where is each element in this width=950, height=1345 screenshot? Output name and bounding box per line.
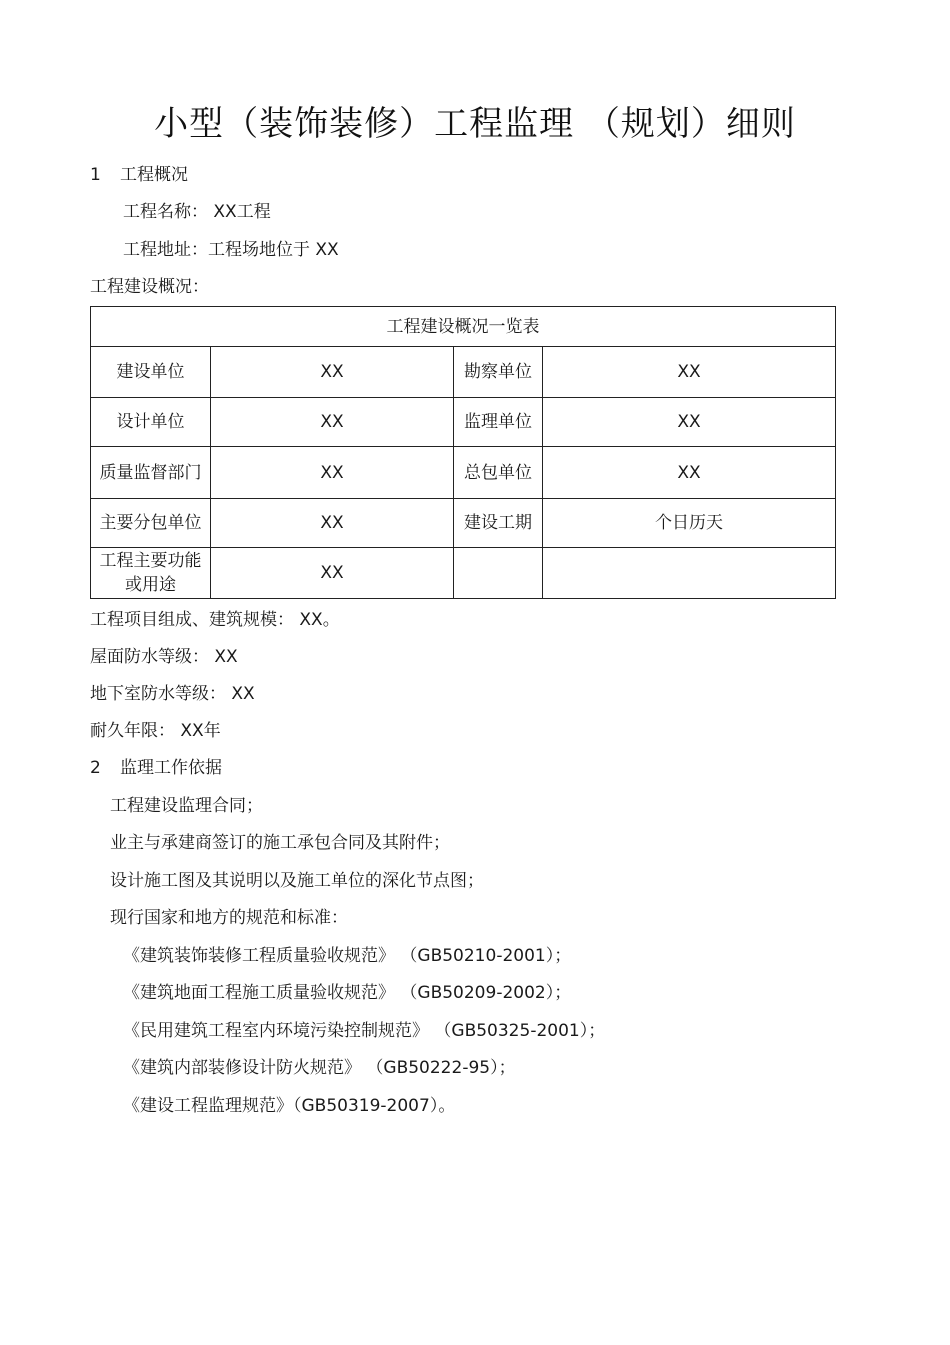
- cell-value: XX: [211, 499, 454, 548]
- basis-item: 现行国家和地方的规范和标准：: [110, 908, 348, 928]
- standard-item: 《建筑内部装修设计防火规范》 （GB50222-95）；: [123, 1058, 516, 1078]
- cell-value: XX: [211, 347, 454, 398]
- composition-line: 工程项目组成、建筑规模： XX。: [90, 610, 340, 630]
- cell-label: 设计单位: [91, 398, 211, 447]
- table-row: [91, 398, 836, 447]
- standard-item: 《建筑地面工程施工质量验收规范》 （GB50209-2002）；: [123, 983, 572, 1003]
- cell-value: [543, 548, 836, 599]
- basis-item: 设计施工图及其说明以及施工单位的深化节点图；: [110, 871, 484, 891]
- table-row: [91, 499, 836, 548]
- section-title: 监理工作依据: [120, 758, 222, 778]
- section-2-heading: [90, 757, 222, 779]
- table-caption: 工程建设概况一览表: [91, 307, 836, 347]
- overview-table: [90, 306, 836, 599]
- section-1-heading: [90, 164, 188, 186]
- project-name: 工程名称： XX工程: [123, 202, 271, 222]
- cell-value: XX: [211, 398, 454, 447]
- cell-label: 总包单位: [454, 447, 543, 499]
- cell-label: 建设单位: [91, 347, 211, 398]
- table-row: [91, 548, 836, 599]
- cell-label: [454, 548, 543, 599]
- standard-item: 《民用建筑工程室内环境污染控制规范》 （GB50325-2001）；: [123, 1021, 606, 1041]
- overview-label: 工程建设概况：: [90, 277, 209, 297]
- cell-value: XX: [543, 447, 836, 499]
- cell-value: XX: [211, 447, 454, 499]
- durability-line: 耐久年限： XX年: [90, 721, 221, 741]
- cell-label: 工程主要功能或用途: [91, 548, 211, 599]
- basis-item: 业主与承建商签订的施工承包合同及其附件；: [110, 833, 450, 853]
- cell-label: 主要分包单位: [91, 499, 211, 548]
- basis-item: 工程建设监理合同；: [110, 796, 263, 816]
- standard-item: 《建设工程监理规范》（GB50319-2007）。: [123, 1096, 456, 1116]
- section-number: 1: [90, 165, 101, 185]
- basement-waterproof-line: 地下室防水等级： XX: [90, 684, 255, 704]
- standard-item: 《建筑装饰装修工程质量验收规范》 （GB50210-2001）；: [123, 946, 572, 966]
- table-row: [91, 447, 836, 499]
- cell-value: XX: [543, 347, 836, 398]
- project-address: 工程地址：工程场地位于 XX: [123, 240, 339, 260]
- table-row: [91, 347, 836, 398]
- cell-label: 建设工期: [454, 499, 543, 548]
- cell-value: 个日历天: [543, 499, 836, 548]
- page-title: 小型（装饰装修）工程监理 （规划）细则: [154, 104, 796, 144]
- roof-waterproof-line: 屋面防水等级： XX: [90, 647, 238, 667]
- cell-label: 质量监督部门: [91, 447, 211, 499]
- cell-label: 勘察单位: [454, 347, 543, 398]
- cell-value: XX: [543, 398, 836, 447]
- cell-value: XX: [211, 548, 454, 599]
- section-number: 2: [90, 758, 101, 778]
- section-title: 工程概况: [120, 165, 188, 185]
- cell-label: 监理单位: [454, 398, 543, 447]
